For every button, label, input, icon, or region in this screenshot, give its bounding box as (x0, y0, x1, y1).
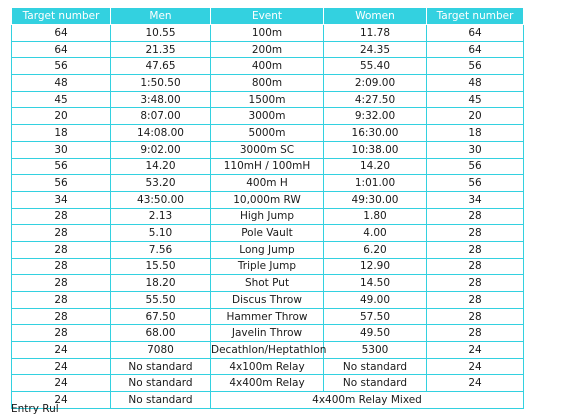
cell-event: 800m (211, 75, 324, 92)
cell-target-number-right: 64 (427, 41, 524, 58)
cell-event: 200m (211, 41, 324, 58)
cell-target-number-left: 24 (12, 342, 111, 359)
cell-target-number-right: 64 (427, 25, 524, 42)
table-row (12, 58, 524, 75)
cell-event: Hammer Throw (211, 308, 324, 325)
cell-target-number-left: 28 (12, 325, 111, 342)
cell-women: 14.50 (324, 275, 427, 292)
cell-target-number-left: 28 (12, 208, 111, 225)
cell-target-number-left: 45 (12, 91, 111, 108)
cell-event-merged: 4x400m Relay Mixed (211, 392, 524, 409)
cell-event: 10,000m RW (211, 191, 324, 208)
cell-target-number-right: 34 (427, 191, 524, 208)
table-row (12, 158, 524, 175)
cell-men: 15.50 (111, 258, 211, 275)
cell-target-number-left: 18 (12, 125, 111, 142)
entry-standards-table (11, 7, 524, 409)
table-row (12, 25, 524, 42)
cell-target-number-left: 28 (12, 258, 111, 275)
cell-women: 5300 (324, 342, 427, 359)
table-row (12, 308, 524, 325)
table-row (12, 292, 524, 309)
cell-target-number-right: 28 (427, 258, 524, 275)
cell-men: 47.65 (111, 58, 211, 75)
cell-women: 55.40 (324, 58, 427, 75)
cell-women: No standard (324, 358, 427, 375)
cell-target-number-right: 30 (427, 141, 524, 158)
table-row (12, 258, 524, 275)
table-row (12, 41, 524, 58)
cell-target-number-left: 24 (12, 375, 111, 392)
cell-target-number-right: 28 (427, 292, 524, 309)
cell-event: 4x100m Relay (211, 358, 324, 375)
table-row (12, 241, 524, 258)
cell-women: 12.90 (324, 258, 427, 275)
cell-event: 110mH / 100mH (211, 158, 324, 175)
table-row (12, 175, 524, 192)
cell-target-number-right: 18 (427, 125, 524, 142)
cell-target-number-right: 20 (427, 108, 524, 125)
cell-target-number-left: 64 (12, 25, 111, 42)
cell-men: 2.13 (111, 208, 211, 225)
table-row (12, 108, 524, 125)
cell-target-number-left: 28 (12, 225, 111, 242)
cell-men: 5.10 (111, 225, 211, 242)
cell-women: 4.00 (324, 225, 427, 242)
cell-event: 400m H (211, 175, 324, 192)
cell-men: 1:50.50 (111, 75, 211, 92)
cell-event: Pole Vault (211, 225, 324, 242)
cell-event: Long Jump (211, 241, 324, 258)
table-row (12, 191, 524, 208)
cell-men: 43:50.00 (111, 191, 211, 208)
cell-target-number-left: 20 (12, 108, 111, 125)
table-header-row (12, 8, 524, 25)
cell-event: Decathlon/Heptathlon (211, 342, 324, 359)
cell-target-number-left: 28 (12, 308, 111, 325)
cell-event: Triple Jump (211, 258, 324, 275)
cell-target-number-left: 30 (12, 141, 111, 158)
cell-men: 7080 (111, 342, 211, 359)
cell-men: 14:08.00 (111, 125, 211, 142)
cell-target-number-right: 28 (427, 225, 524, 242)
header-women: Women (324, 8, 427, 25)
cell-women: 49:30.00 (324, 191, 427, 208)
cell-men: 10.55 (111, 25, 211, 42)
table-row (12, 225, 524, 242)
cell-men: No standard (111, 392, 211, 409)
cell-target-number-right: 28 (427, 208, 524, 225)
header-men: Men (111, 8, 211, 25)
cell-event: 5000m (211, 125, 324, 142)
cell-event: 4x400m Relay (211, 375, 324, 392)
cell-women: 14.20 (324, 158, 427, 175)
cell-women: 1.80 (324, 208, 427, 225)
cell-men: 55.50 (111, 292, 211, 309)
cell-target-number-left: 56 (12, 158, 111, 175)
cell-women: 1:01.00 (324, 175, 427, 192)
footer-heading: Entry Rul (11, 403, 59, 415)
table-row (12, 141, 524, 158)
cell-target-number-right: 28 (427, 275, 524, 292)
cell-target-number-left: 48 (12, 75, 111, 92)
cell-target-number-right: 56 (427, 175, 524, 192)
cell-target-number-right: 24 (427, 342, 524, 359)
cell-event: Shot Put (211, 275, 324, 292)
cell-event: High Jump (211, 208, 324, 225)
cell-women: 10:38.00 (324, 141, 427, 158)
cell-target-number-right: 28 (427, 325, 524, 342)
standards-table-container (11, 7, 524, 409)
table-row (12, 375, 524, 392)
table-row (12, 325, 524, 342)
cell-women: 6.20 (324, 241, 427, 258)
table-row (12, 275, 524, 292)
cell-target-number-left: 34 (12, 191, 111, 208)
cell-men: 67.50 (111, 308, 211, 325)
cell-event: 3000m SC (211, 141, 324, 158)
cell-target-number-left: 64 (12, 41, 111, 58)
cell-target-number-left: 28 (12, 241, 111, 258)
table-row (12, 392, 524, 409)
cell-target-number-right: 45 (427, 91, 524, 108)
cell-event: Discus Throw (211, 292, 324, 309)
cell-men: 7.56 (111, 241, 211, 258)
table-row (12, 125, 524, 142)
cell-event: Javelin Throw (211, 325, 324, 342)
cell-men: 14.20 (111, 158, 211, 175)
header-target-number-right: Target number (427, 8, 524, 25)
header-event: Event (211, 8, 324, 25)
cell-target-number-right: 48 (427, 75, 524, 92)
cell-women: 57.50 (324, 308, 427, 325)
cell-event: 1500m (211, 91, 324, 108)
cell-women: 24.35 (324, 41, 427, 58)
cell-target-number-right: 24 (427, 375, 524, 392)
cell-men: 21.35 (111, 41, 211, 58)
cell-target-number-right: 24 (427, 358, 524, 375)
table-row (12, 75, 524, 92)
cell-target-number-left: 56 (12, 58, 111, 75)
cell-target-number-right: 28 (427, 308, 524, 325)
header-target-number-left: Target number (12, 8, 111, 25)
cell-women: 16:30.00 (324, 125, 427, 142)
cell-women: 49.00 (324, 292, 427, 309)
cell-men: No standard (111, 358, 211, 375)
cell-men: 18.20 (111, 275, 211, 292)
cell-men: 3:48.00 (111, 91, 211, 108)
table-row (12, 342, 524, 359)
cell-men: 53.20 (111, 175, 211, 192)
cell-event: 400m (211, 58, 324, 75)
cell-target-number-left: 28 (12, 275, 111, 292)
cell-target-number-left: 56 (12, 175, 111, 192)
cell-women: 49.50 (324, 325, 427, 342)
cell-target-number-right: 56 (427, 158, 524, 175)
cell-target-number-left: 28 (12, 292, 111, 309)
cell-women: 11.78 (324, 25, 427, 42)
cell-women: No standard (324, 375, 427, 392)
cell-women: 4:27.50 (324, 91, 427, 108)
cell-target-number-right: 28 (427, 241, 524, 258)
cell-event: 100m (211, 25, 324, 42)
cell-women: 2:09.00 (324, 75, 427, 92)
cell-target-number-left: 24 (12, 392, 111, 409)
cell-men: 8:07.00 (111, 108, 211, 125)
cell-target-number-left: 24 (12, 358, 111, 375)
table-row (12, 208, 524, 225)
cell-target-number-right: 56 (427, 58, 524, 75)
cell-women: 9:32.00 (324, 108, 427, 125)
cell-men: No standard (111, 375, 211, 392)
table-row (12, 358, 524, 375)
cell-men: 9:02.00 (111, 141, 211, 158)
cell-men: 68.00 (111, 325, 211, 342)
table-row (12, 91, 524, 108)
cell-event: 3000m (211, 108, 324, 125)
